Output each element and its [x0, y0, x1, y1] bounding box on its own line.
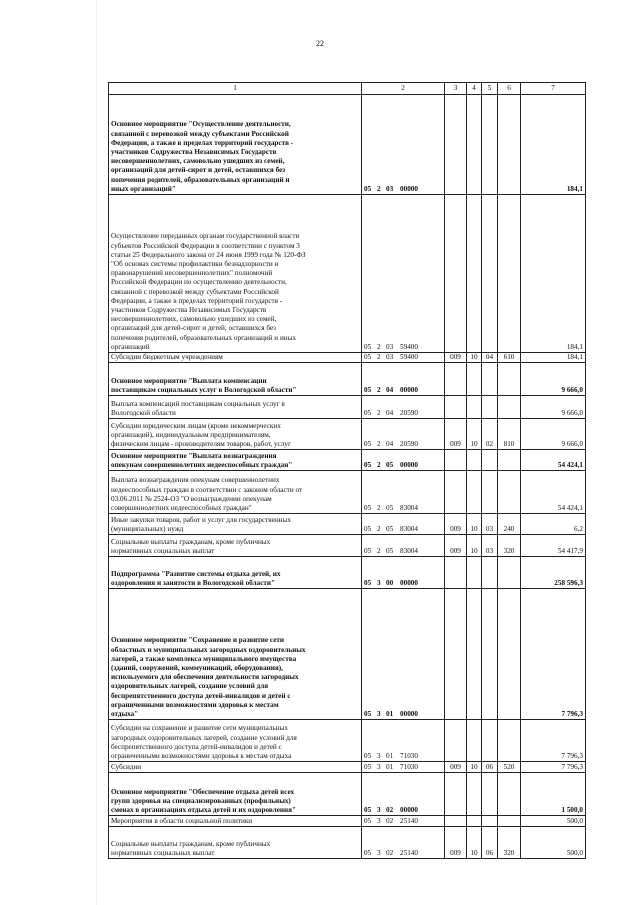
subsection-code — [482, 450, 498, 471]
ministry-code: 009 — [445, 353, 467, 363]
code-part: 00000 — [400, 710, 418, 718]
code-part: 00000 — [400, 461, 418, 469]
ministry-code — [445, 720, 467, 762]
table-row — [109, 762, 586, 773]
target-article-code — [362, 589, 445, 720]
section-code: 10 — [467, 514, 482, 535]
code-part: 3 — [377, 710, 381, 718]
table-row — [109, 450, 586, 471]
table-row — [109, 95, 586, 195]
code-part: 03 — [386, 342, 394, 351]
table-row — [109, 353, 586, 363]
row-description: Мероприятия в области социальной политики — [109, 816, 362, 827]
target-article-code — [362, 195, 445, 353]
amount: 7 796,3 — [521, 762, 586, 773]
row-description: Субсидии юридическим лицам (кроме некоммерческих организаций), индивидуальным предпринимателям, физическим лицам - производителям товаров, работ, услуг — [109, 419, 362, 450]
page-number: 22 — [316, 39, 324, 48]
code-part: 2 — [377, 504, 381, 512]
row-description: Субсидии бюджетным учреждениям — [109, 353, 362, 363]
row-description: Подпрограмма "Развитие системы отдыха детей, их оздоровления и занятости в Вологодской области" — [109, 557, 362, 589]
row-description: Основное мероприятие "Сохранение и развитие сети областных и муниципальных загородных оздоровительных лагерей, а также комплекса муниципального имущества (зданий, сооружений, коммуникаций, оборудования), используемого для обеспечения деятельности загородных оздоровительных лагерей, создание условий для беспрепятственного доступа детей-инвалидов и детей с ограниченными возможностями здоровья к местам отдыха" — [109, 589, 362, 720]
subsection-code — [482, 396, 498, 419]
expense-type-code — [498, 589, 521, 720]
code-part: 05 — [364, 184, 372, 193]
target-article-code — [362, 827, 445, 859]
section-code: 10 — [467, 762, 482, 773]
ministry-code: 009 — [445, 514, 467, 535]
table-row — [109, 816, 586, 827]
target-article-code — [362, 535, 445, 557]
amount: 184,1 — [521, 353, 586, 363]
subsection-code — [482, 589, 498, 720]
row-description: Выплата компенсаций поставщикам социальных услуг в Вологодской области — [109, 396, 362, 419]
ministry-code — [445, 363, 467, 396]
code-part: 05 — [364, 579, 372, 587]
target-article-code — [362, 471, 445, 514]
amount: 54 424,1 — [521, 471, 586, 514]
code-part: 3 — [377, 806, 381, 814]
code-part: 2 — [377, 353, 381, 361]
amount: 1 500,0 — [521, 773, 586, 816]
code-part: 00 — [386, 579, 394, 587]
section-code — [467, 557, 482, 589]
code-part: 05 — [386, 547, 394, 555]
code-part: 2 — [377, 342, 381, 351]
expense-type-code — [498, 720, 521, 762]
table-row — [109, 363, 586, 396]
code-part: 05 — [364, 353, 372, 361]
ministry-code: 009 — [445, 762, 467, 773]
target-article-code — [362, 419, 445, 450]
table-row — [109, 514, 586, 535]
target-article-code — [362, 816, 445, 827]
amount: 6,2 — [521, 514, 586, 535]
code-part: 02 — [386, 817, 394, 825]
row-description: Иные закупки товаров, работ и услуг для государственных (муниципальных) нужд — [109, 514, 362, 535]
expense-type-code: 810 — [498, 419, 521, 450]
code-part: 3 — [377, 849, 381, 857]
amount: 7 796,3 — [521, 589, 586, 720]
section-code — [467, 589, 482, 720]
ministry-code — [445, 195, 467, 353]
subsection-code: 02 — [482, 419, 498, 450]
code-part: 05 — [364, 817, 372, 825]
subsection-code — [482, 773, 498, 816]
amount: 184,1 — [521, 195, 586, 353]
row-description: Основное мероприятие "Выплата вознаграждения опекунам совершеннолетних недееспособных граждан" — [109, 450, 362, 471]
code-part: 25140 — [400, 817, 418, 825]
expense-type-code: 520 — [498, 762, 521, 773]
section-code — [467, 816, 482, 827]
section-code — [467, 450, 482, 471]
section-code — [467, 773, 482, 816]
code-part: 83004 — [400, 504, 418, 512]
ministry-code — [445, 816, 467, 827]
target-article-code — [362, 514, 445, 535]
header-cell: 4 — [467, 83, 482, 95]
target-article-code — [362, 353, 445, 363]
amount: 258 596,3 — [521, 557, 586, 589]
code-part: 3 — [377, 817, 381, 825]
code-part: 71030 — [400, 752, 418, 760]
target-article-code — [362, 720, 445, 762]
row-description: Основное мероприятие "Обеспечение отдыха детей всех групп здоровья на специализированных (профильных) сменах в организациях отдыха детей и их оздоровления" — [109, 773, 362, 816]
section-code: 10 — [467, 827, 482, 859]
code-part: 25140 — [400, 849, 418, 857]
row-description: Основное мероприятие "Выплата компенсации поставщикам социальных услуг в Вологодской области" — [109, 363, 362, 396]
amount: 9 666,0 — [521, 396, 586, 419]
budget-table — [108, 82, 586, 859]
amount: 7 796,3 — [521, 720, 586, 762]
row-description: Субсидии на сохранение и развитие сети муниципальных загородных оздоровительных лагерей, создание условий для беспрепятственного доступа детей-инвалидов и детей с ограниченными возможностями здоровья к местам отдыха — [109, 720, 362, 762]
section-code — [467, 95, 482, 195]
section-code — [467, 363, 482, 396]
code-part: 05 — [386, 461, 394, 469]
expense-type-code — [498, 471, 521, 514]
section-code — [467, 471, 482, 514]
subsection-code: 06 — [482, 827, 498, 859]
ministry-code — [445, 396, 467, 419]
code-part: 00000 — [400, 806, 418, 814]
target-article-code — [362, 95, 445, 195]
subsection-code — [482, 95, 498, 195]
section-code — [467, 195, 482, 353]
row-description: Социальные выплаты гражданам, кроме публичных нормативных социальных выплат — [109, 535, 362, 557]
code-part: 05 — [364, 525, 372, 533]
code-part: 03 — [386, 353, 394, 361]
expense-type-code: 320 — [498, 827, 521, 859]
code-part: 05 — [364, 710, 372, 718]
ministry-code: 009 — [445, 419, 467, 450]
subsection-code — [482, 720, 498, 762]
subsection-code — [482, 557, 498, 589]
table-row — [109, 471, 586, 514]
header-cell: 6 — [498, 83, 521, 95]
expense-type-code — [498, 363, 521, 396]
subsection-code: 06 — [482, 762, 498, 773]
code-part: 83004 — [400, 525, 418, 533]
subsection-code — [482, 363, 498, 396]
code-part: 05 — [364, 409, 372, 417]
code-part: 71030 — [400, 763, 418, 771]
row-description: Субсидии — [109, 762, 362, 773]
code-part: 2 — [377, 184, 381, 193]
expense-type-code — [498, 557, 521, 589]
code-part: 05 — [364, 849, 372, 857]
code-part: 05 — [364, 386, 372, 394]
subsection-code — [482, 195, 498, 353]
target-article-code — [362, 450, 445, 471]
code-part: 02 — [386, 806, 394, 814]
table-header-row — [109, 83, 586, 95]
section-code: 10 — [467, 353, 482, 363]
code-part: 3 — [377, 763, 381, 771]
row-description: Социальные выплаты гражданам, кроме публичных нормативных социальных выплат — [109, 827, 362, 859]
ministry-code — [445, 471, 467, 514]
ministry-code — [445, 450, 467, 471]
code-part: 05 — [364, 752, 372, 760]
ministry-code — [445, 557, 467, 589]
target-article-code — [362, 557, 445, 589]
code-part: 02 — [386, 849, 394, 857]
code-part: 05 — [364, 547, 372, 555]
amount: 54 417,9 — [521, 535, 586, 557]
header-cell: 7 — [521, 83, 586, 95]
row-description: Основное мероприятие "Осуществление деятельности, связанной с перевозкой между субъектами Российской Федерации, а также в пределах территорий государств - участников Содружества Независимых Государств несовершеннолетних, самовольно ушедших из семей, организаций для детей-сирот и детей, оставшихся без попечения родителей, образовательных организаций и иных организаций" — [109, 95, 362, 195]
code-part: 83004 — [400, 547, 418, 555]
code-part: 01 — [386, 763, 394, 771]
ministry-code — [445, 95, 467, 195]
code-part: 2 — [377, 409, 381, 417]
ministry-code: 009 — [445, 827, 467, 859]
target-article-code — [362, 762, 445, 773]
table-row — [109, 557, 586, 589]
code-part: 2 — [377, 547, 381, 555]
code-part: 05 — [364, 806, 372, 814]
code-part: 3 — [377, 752, 381, 760]
expense-type-code — [498, 816, 521, 827]
header-cell: 2 — [362, 83, 445, 95]
subsection-code: 04 — [482, 353, 498, 363]
ministry-code: 009 — [445, 535, 467, 557]
ministry-code — [445, 773, 467, 816]
code-part: 2 — [377, 440, 381, 448]
expense-type-code — [498, 450, 521, 471]
code-part: 01 — [386, 752, 394, 760]
code-part: 00000 — [400, 184, 418, 193]
amount: 54 424,1 — [521, 450, 586, 471]
subsection-code — [482, 816, 498, 827]
code-part: 2 — [377, 461, 381, 469]
scan-edge — [96, 0, 97, 905]
code-part: 00000 — [400, 386, 418, 394]
code-part: 20590 — [400, 409, 418, 417]
target-article-code — [362, 396, 445, 419]
table-row — [109, 535, 586, 557]
subsection-code: 03 — [482, 535, 498, 557]
amount: 500,0 — [521, 816, 586, 827]
row-description: Выплата вознаграждения опекунам совершеннолетних недееспособных граждан в соответствии с законом области от 03.06.2011 № 2524-ОЗ "О вознаграждении опекунам совершеннолетних недееспособных граждан" — [109, 471, 362, 514]
code-part: 05 — [386, 504, 394, 512]
expense-type-code — [498, 773, 521, 816]
amount: 184,1 — [521, 95, 586, 195]
code-part: 05 — [386, 525, 394, 533]
code-part: 04 — [386, 409, 394, 417]
section-code: 10 — [467, 419, 482, 450]
table-row — [109, 419, 586, 450]
row-description: Осуществление переданных органам государственной власти субъектов Российской Федерации в соответствии с пунктом 3 статьи 25 Федерального закона от 24 июня 1999 года № 120-ФЗ "Об основах системы профилактики безнадзорности и правонарушений несовершеннолетних" полномочий Российской Федерации по осуществлению деятельности, связанной с перевозкой между субъектами Российской Федерации, а также в пределах территорий государств - участников Содружества Независимых Государств несовершеннолетних, самовольно ушедших из семей, организаций для детей-сирот и детей, оставшихся без попечения родителей, образовательных организаций и иных организаций — [109, 195, 362, 353]
header-cell: 5 — [482, 83, 498, 95]
expense-type-code: 240 — [498, 514, 521, 535]
code-part: 59400 — [400, 342, 418, 351]
amount: 9 666,0 — [521, 419, 586, 450]
target-article-code — [362, 363, 445, 396]
code-part: 2 — [377, 386, 381, 394]
section-code — [467, 396, 482, 419]
code-part: 03 — [386, 184, 394, 193]
expense-type-code — [498, 195, 521, 353]
table-row — [109, 827, 586, 859]
header-cell: 3 — [445, 83, 467, 95]
code-part: 05 — [364, 504, 372, 512]
code-part: 05 — [364, 342, 372, 351]
table-row — [109, 195, 586, 353]
code-part: 00000 — [400, 579, 418, 587]
expense-type-code: 320 — [498, 535, 521, 557]
table-row — [109, 773, 586, 816]
code-part: 3 — [377, 579, 381, 587]
header-cell: 1 — [109, 83, 362, 95]
code-part: 2 — [377, 525, 381, 533]
table-row — [109, 720, 586, 762]
expense-type-code — [498, 396, 521, 419]
code-part: 05 — [364, 440, 372, 448]
code-part: 05 — [364, 763, 372, 771]
target-article-code — [362, 773, 445, 816]
amount: 500,0 — [521, 827, 586, 859]
amount: 9 666,0 — [521, 363, 586, 396]
expense-type-code — [498, 95, 521, 195]
ministry-code — [445, 589, 467, 720]
expense-type-code: 610 — [498, 353, 521, 363]
subsection-code — [482, 471, 498, 514]
code-part: 20590 — [400, 440, 418, 448]
section-code — [467, 720, 482, 762]
code-part: 04 — [386, 386, 394, 394]
code-part: 01 — [386, 710, 394, 718]
table-row — [109, 589, 586, 720]
code-part: 05 — [364, 461, 372, 469]
table-row — [109, 396, 586, 419]
code-part: 59400 — [400, 353, 418, 361]
code-part: 04 — [386, 440, 394, 448]
subsection-code: 03 — [482, 514, 498, 535]
section-code: 10 — [467, 535, 482, 557]
